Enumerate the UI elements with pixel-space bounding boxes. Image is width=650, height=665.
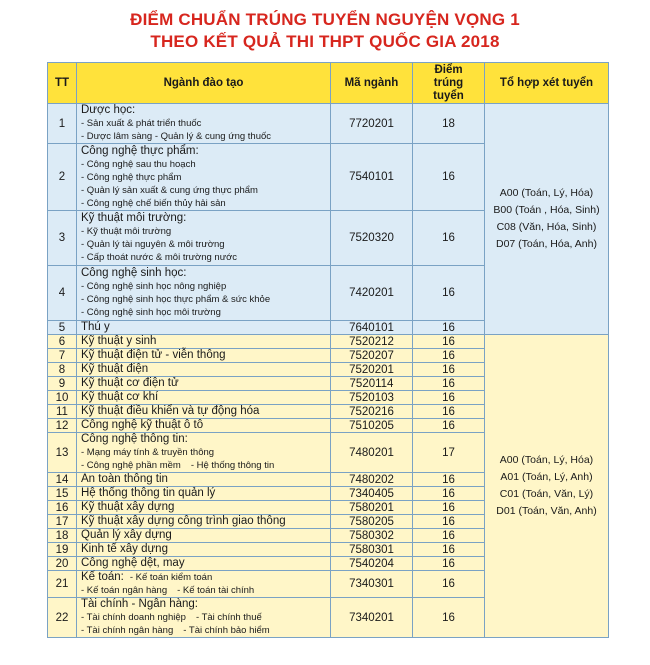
program-code: 7520216 <box>331 405 413 419</box>
specialization: - Tài chính bảo hiểm <box>183 625 270 636</box>
row-number: 1 <box>48 104 77 144</box>
specialization: - Quản lý tài nguyên & môi trường <box>81 239 225 250</box>
program-name-cell <box>77 104 331 144</box>
program-name: Công nghệ sinh học: <box>81 267 187 279</box>
specialization: - Sản xuất & phát triển thuốc <box>81 118 202 129</box>
program-name-cell <box>77 501 331 515</box>
program-code: 7520212 <box>331 335 413 349</box>
admission-score: 16 <box>413 515 485 529</box>
admission-score: 16 <box>413 144 485 211</box>
row-number: 21 <box>48 571 77 598</box>
admission-score: 16 <box>413 501 485 515</box>
program-name-cell <box>77 529 331 543</box>
program-name: Công nghệ thông tin: <box>81 433 188 445</box>
program-code: 7420201 <box>331 266 413 321</box>
program-name-cell <box>77 349 331 363</box>
program-name: Dược học: <box>81 104 136 116</box>
program-code: 7520207 <box>331 349 413 363</box>
admission-score: 16 <box>413 211 485 266</box>
admission-score-table <box>47 62 609 638</box>
admission-score: 16 <box>413 598 485 638</box>
specialization: - Công nghệ sinh học thực phẩm & sức khỏe <box>81 294 271 305</box>
specialization: - Tài chính ngân hàng <box>81 625 174 636</box>
specialization: - Công nghệ sinh học nông nghiệp <box>81 281 227 292</box>
row-number: 8 <box>48 363 77 377</box>
row-number: 19 <box>48 543 77 557</box>
header-tt: TT <box>48 63 77 104</box>
header-program: Ngành đào tạo <box>77 63 331 104</box>
specialization: - Công nghệ chế biến thủy hải sản <box>81 197 226 209</box>
admission-score: 17 <box>413 433 485 473</box>
program-name: Kỹ thuật điện <box>81 363 149 375</box>
program-name: Kỹ thuật y sinh <box>81 335 157 347</box>
program-name: Quản lý xây dựng <box>81 529 172 541</box>
row-number: 4 <box>48 266 77 321</box>
program-name: Kinh tế xây dựng <box>81 543 168 555</box>
program-name-cell <box>77 557 331 571</box>
program-name: Kỹ thuật cơ khí <box>81 391 159 403</box>
program-code: 7580201 <box>331 501 413 515</box>
specialization: - Tài chính doanh nghiệp <box>81 612 186 623</box>
program-code: 7340201 <box>331 598 413 638</box>
table-body <box>48 104 609 638</box>
program-code: 7480201 <box>331 433 413 473</box>
program-name-cell <box>77 487 331 501</box>
program-name-cell <box>77 543 331 557</box>
admission-score: 18 <box>413 104 485 144</box>
specialization: - Công nghệ sau thu hoạch <box>81 158 196 170</box>
row-number: 13 <box>48 433 77 473</box>
program-code: 7520320 <box>331 211 413 266</box>
program-code: 7520201 <box>331 363 413 377</box>
admission-score: 16 <box>413 473 485 487</box>
program-name: Kỹ thuật môi trường: <box>81 212 187 224</box>
program-name-cell <box>77 321 331 335</box>
admission-score: 16 <box>413 377 485 391</box>
program-code: 7340301 <box>331 571 413 598</box>
specialization: - Mạng máy tính & truyền thông <box>81 447 215 458</box>
program-code: 7340405 <box>331 487 413 501</box>
admission-score: 16 <box>413 557 485 571</box>
subject-combination: D07 (Toán, Hóa, Anh) <box>496 238 597 250</box>
subject-combination: A00 (Toán, Lý, Hóa) <box>499 187 594 199</box>
row-number: 9 <box>48 377 77 391</box>
row-number: 16 <box>48 501 77 515</box>
program-name: Tài chính - Ngân hàng: <box>81 598 198 610</box>
row-number: 2 <box>48 144 77 211</box>
specialization: - Tài chính thuế <box>195 612 262 623</box>
program-name: Hệ thống thông tin quản lý <box>81 487 216 499</box>
program-name-cell <box>77 419 331 433</box>
admission-score: 16 <box>413 266 485 321</box>
row-number: 6 <box>48 335 77 349</box>
specialization-pair <box>81 624 326 637</box>
combo-group-2 <box>485 335 609 638</box>
program-name: Công nghệ kỹ thuật ô tô <box>81 419 204 431</box>
program-name-cell <box>77 266 331 321</box>
program-name-cell <box>77 598 331 638</box>
program-code: 7540204 <box>331 557 413 571</box>
admission-score: 16 <box>413 529 485 543</box>
program-name-cell <box>77 391 331 405</box>
specialization: - Công nghệ phần mềm <box>81 460 181 471</box>
admission-score: 16 <box>413 405 485 419</box>
program-name-cell <box>77 363 331 377</box>
program-name-cell <box>77 473 331 487</box>
specialization: - Cấp thoát nước & môi trường nước <box>81 252 238 263</box>
admission-score: 16 <box>413 487 485 501</box>
subject-combination: C08 (Văn, Hóa, Sinh) <box>496 221 597 233</box>
row-number: 7 <box>48 349 77 363</box>
specialization: - Quản lý sản xuất & cung ứng thực phẩm <box>81 184 258 196</box>
row-number: 11 <box>48 405 77 419</box>
program-name: Kỹ thuật xây dựng công trình giao thông <box>81 515 286 527</box>
specialization: - Kế toán ngân hàng <box>81 585 168 596</box>
row-number: 12 <box>48 419 77 433</box>
page-title-line2: THEO KẾT QUẢ THI THPT QUỐC GIA 2018 <box>150 32 500 51</box>
row-number: 22 <box>48 598 77 638</box>
admission-score: 16 <box>413 321 485 335</box>
program-code: 7580301 <box>331 543 413 557</box>
specialization-pair <box>81 584 326 597</box>
row-number: 18 <box>48 529 77 543</box>
program-name-cell <box>77 515 331 529</box>
specialization: - Công nghệ sinh học môi trường <box>81 307 221 318</box>
admission-score: 16 <box>413 543 485 557</box>
subject-combination: D01 (Toán, Văn, Anh) <box>496 505 597 517</box>
program-name: Kỹ thuật cơ điện tử <box>81 377 179 389</box>
header-score-line2: trúng tuyển <box>433 76 464 102</box>
program-name-cell <box>77 433 331 473</box>
program-name: Kỹ thuật điện tử - viễn thông <box>81 349 226 361</box>
row-number: 15 <box>48 487 77 501</box>
admission-score: 16 <box>413 391 485 405</box>
row-number: 5 <box>48 321 77 335</box>
row-number: 3 <box>48 211 77 266</box>
program-name: Kỹ thuật điều khiển và tự động hóa <box>81 405 260 417</box>
admission-score: 16 <box>413 335 485 349</box>
combo-group-1 <box>485 104 609 335</box>
table-row <box>48 104 609 144</box>
header-score-line1: Điểm <box>434 63 463 76</box>
specialization: - Kỹ thuật môi trường <box>81 226 172 237</box>
specialization-pair <box>81 459 326 472</box>
program-code: 7520114 <box>331 377 413 391</box>
row-number: 10 <box>48 391 77 405</box>
specialization: - Công nghệ thực phẩm <box>81 171 182 183</box>
page-title-line1: ĐIỂM CHUẨN TRÚNG TUYỂN NGUYỆN VỌNG 1 <box>130 10 520 29</box>
program-code: 7480202 <box>331 473 413 487</box>
program-name: Thú y <box>81 321 110 333</box>
admission-score: 16 <box>413 419 485 433</box>
specialization: - Hệ thống thông tin <box>190 460 275 471</box>
program-name-cell <box>77 144 331 211</box>
program-code: 7520103 <box>331 391 413 405</box>
program-name: Kế toán: <box>81 571 124 583</box>
specialization: - Dược lâm sàng - Quản lý & cung ứng thuốc <box>81 131 272 142</box>
program-name: Công nghệ thực phẩm: <box>81 144 199 157</box>
admission-score: 16 <box>413 571 485 598</box>
header-score <box>413 63 485 104</box>
row-number: 20 <box>48 557 77 571</box>
program-name-cell <box>77 571 331 598</box>
program-name: Kỹ thuật xây dựng <box>81 501 175 513</box>
subject-combination: A01 (Toán, Lý, Anh) <box>500 471 593 483</box>
program-name-cell <box>77 377 331 391</box>
subject-combination: B00 (Toán , Hóa, Sinh) <box>493 204 600 216</box>
program-code: 7510205 <box>331 419 413 433</box>
program-name-cell <box>77 335 331 349</box>
specialization-pair <box>81 611 326 624</box>
program-code: 7580302 <box>331 529 413 543</box>
program-name-cell <box>77 211 331 266</box>
admission-score: 16 <box>413 363 485 377</box>
table-header-row <box>48 63 609 104</box>
program-name: An toàn thông tin <box>81 473 168 485</box>
subject-combination: A00 (Toán, Lý, Hóa) <box>499 454 594 466</box>
program-code: 7580205 <box>331 515 413 529</box>
program-name-cell <box>77 405 331 419</box>
program-code: 7720201 <box>331 104 413 144</box>
header-combo: Tổ hợp xét tuyển <box>485 63 609 104</box>
admission-score: 16 <box>413 349 485 363</box>
row-number: 17 <box>48 515 77 529</box>
table-row <box>48 335 609 349</box>
program-code: 7640101 <box>331 321 413 335</box>
header-code: Mã ngành <box>331 63 413 104</box>
subject-combination: C01 (Toán, Văn, Lý) <box>499 488 594 500</box>
specialization: - Kế toán tài chính <box>177 585 255 596</box>
program-name: Công nghệ dệt, may <box>81 557 185 569</box>
program-code: 7540101 <box>331 144 413 211</box>
specialization: - Kế toán kiểm toán <box>129 572 213 583</box>
row-number: 14 <box>48 473 77 487</box>
